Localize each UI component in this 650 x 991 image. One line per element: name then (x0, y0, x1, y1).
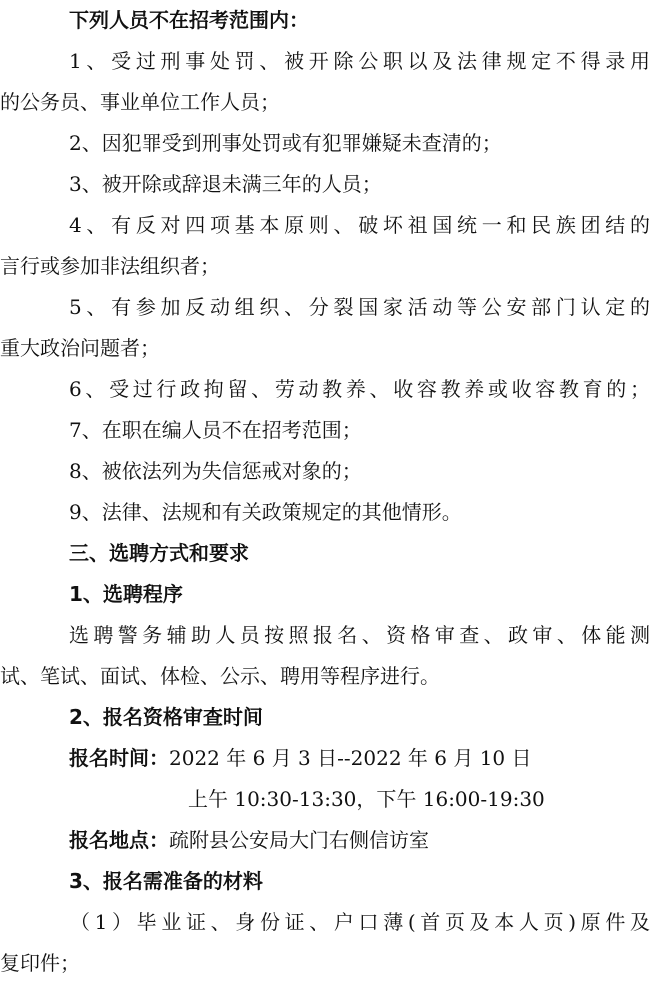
registration-time-row (0, 742, 650, 774)
section-3-heading: 三、选聘方式和要求 (69, 541, 249, 565)
subsection-2-heading: 2、报名资格审查时间 (69, 705, 263, 729)
exclusion-item-1-line-1: 1、受过刑事处罚、被开除公职以及法律规定不得录用 (69, 49, 650, 73)
exclusion-heading: 下列人员不在招考范围内： (69, 8, 309, 32)
exclusion-item-5-line-2: 重大政治问题者； (0, 336, 160, 360)
exclusion-item-3: 3、被开除或辞退未满三年的人员； (69, 172, 382, 196)
registration-place-row (0, 824, 650, 856)
exclusion-item-8: 8、被依法列为失信惩戒对象的； (69, 459, 362, 483)
exclusion-item-7: 7、在职在编人员不在招考范围； (69, 418, 362, 442)
registration-place-value: 疏附县公安局大门右侧信访室 (169, 828, 429, 852)
selection-procedure-line-1: 选聘警务辅助人员按照报名、资格审查、政审、体能测 (69, 623, 650, 647)
materials-item-1-line-2: 复印件； (0, 951, 80, 975)
exclusion-item-4-line-2: 言行或参加非法组织者； (0, 254, 220, 278)
selection-procedure-line-2: 试、笔试、面试、体检、公示、聘用等程序进行。 (0, 664, 440, 688)
exclusion-item-6: 6、受过行政拘留、劳动教养、收容教养或收容教育的； (69, 377, 650, 401)
registration-time-value: 2022 年 6 月 3 日--2022 年 6 月 10 日 (169, 746, 532, 770)
registration-hours: 上午 10:30-13:30，下午 16:00-19:30 (188, 787, 545, 811)
exclusion-item-9: 9、法律、法规和有关政策规定的其他情形。 (69, 500, 462, 524)
subsection-1-heading: 1、选聘程序 (69, 582, 183, 606)
materials-item-1-line-1: （1）毕业证、身份证、户口薄(首页及本人页)原件及 (70, 910, 650, 934)
subsection-3-heading: 3、报名需准备的材料 (69, 869, 263, 893)
exclusion-item-5-line-1: 5、有参加反动组织、分裂国家活动等公安部门认定的 (69, 295, 650, 319)
registration-time-label: 报名时间： (69, 746, 169, 770)
exclusion-item-2: 2、因犯罪受到刑事处罚或有犯罪嫌疑未查清的； (69, 131, 502, 155)
registration-place-label: 报名地点： (69, 828, 169, 852)
exclusion-item-1-line-2: 的公务员、事业单位工作人员； (0, 90, 280, 114)
exclusion-item-4-line-1: 4、有反对四项基本原则、破坏祖国统一和民族团结的 (69, 213, 650, 237)
